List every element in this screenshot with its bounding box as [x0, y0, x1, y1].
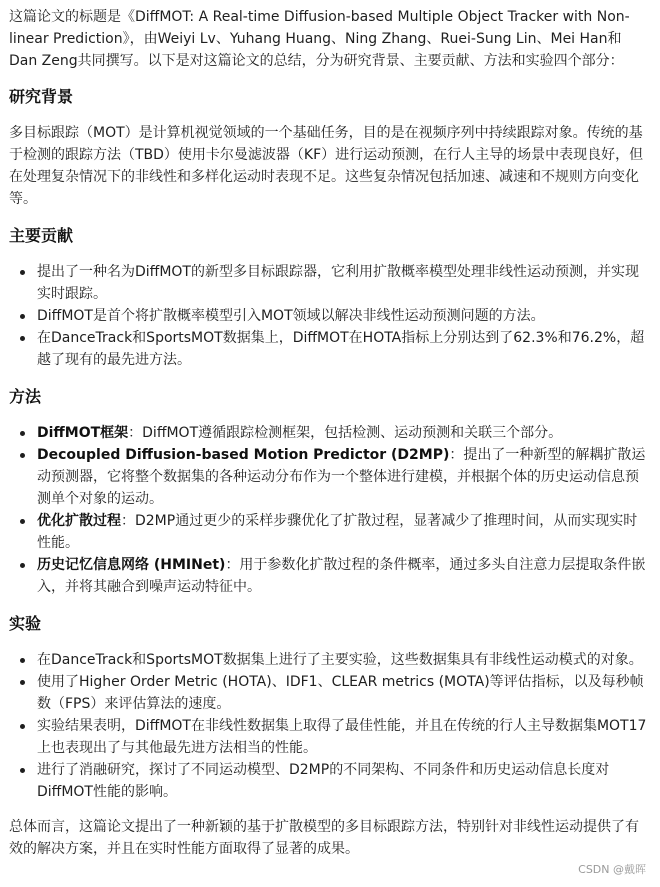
section-heading-contributions: 主要贡献 — [9, 226, 74, 245]
summary-document — [9, 6, 649, 860]
section-heading-experiments: 实验 — [9, 614, 42, 633]
contribution-item: 提出了一种名为DiffMOT的新型多目标跟踪器，它利用扩散概率模型处理非线性运动预测，并实现实时跟踪。 — [9, 261, 649, 305]
method-item — [9, 444, 649, 510]
contribution-item: 在DanceTrack和SportsMOT数据集上，DiffMOT在HOTA指标上分别达到了62.3%和76.2%，超越了现有的最先进方法。 — [9, 327, 649, 371]
method-item — [9, 554, 649, 598]
contribution-item: DiffMOT是首个将扩散概率模型引入MOT领域以解决非线性运动预测问题的方法。 — [9, 305, 649, 327]
contributions-list — [9, 261, 649, 371]
method-item-text: ：提出了一种新型的解耦扩散运动预测器，它将整个数据集的各种运动分布作为一个整体进行建模，并根据个体的历史运动信息预测单个对象的运动。 — [37, 447, 646, 507]
experiment-item: 在DanceTrack和SportsMOT数据集上进行了主要实验，这些数据集具有非线性运动模式的对象。 — [9, 649, 649, 671]
method-item-term: 历史记忆信息网络 (HMINet) — [37, 557, 226, 573]
experiment-item: 使用了Higher Order Metric (HOTA)、IDF1、CLEAR metrics (MOTA)等评估指标，以及每秒帧数（FPS）来评估算法的速度。 — [9, 671, 649, 715]
method-item-text: ：用于参数化扩散过程的条件概率，通过多头自注意力层提取条件嵌入，并将其融合到噪声运动特征中。 — [37, 557, 646, 595]
experiment-item: 进行了消融研究，探讨了不同运动模型、D2MP的不同架构、不同条件和历史运动信息长度对DiffMOT性能的影响。 — [9, 759, 649, 803]
method-item — [9, 422, 649, 444]
conclusion-paragraph: 总体而言，这篇论文提出了一种新颖的基于扩散模型的多目标跟踪方法，特别针对非线性运动提供了有效的解决方案，并且在实时性能方面取得了显著的成果。 — [9, 819, 639, 857]
method-item-term: DiffMOT框架 — [37, 425, 129, 441]
method-item-text: ：D2MP通过更少的采样步骤优化了扩散过程，显著减少了推理时间，从而实现实时性能。 — [37, 513, 638, 551]
method-list — [9, 422, 649, 598]
section-heading-method: 方法 — [9, 387, 42, 406]
method-item-term: 优化扩散过程 — [37, 513, 121, 529]
experiment-item: 实验结果表明，DiffMOT在非线性数据集上取得了最佳性能，并且在传统的行人主导数据集MOT17上也表现出了与其他最先进方法相当的性能。 — [9, 715, 649, 759]
method-item-term: Decoupled Diffusion-based Motion Predictor (D2MP) — [37, 447, 450, 463]
method-item — [9, 510, 649, 554]
method-item-text: ：DiffMOT遵循跟踪检测框架，包括检测、运动预测和关联三个部分。 — [128, 425, 563, 441]
watermark-text: CSDN @戴晖 — [578, 863, 646, 876]
intro-paragraph: 这篇论文的标题是《DiffMOT: A Real-time Diffusion-based Multiple Object Tracker with Non-linear Prediction》，由Weiyi Lv、Yuhang Huang、Ning Zhang、Ruei-Sung Lin、Mei Han和Dan Zeng共同撰写。以下是对这篇论文的总结，分为研究背景、主要贡献、方法和实验四个部分： — [9, 9, 630, 69]
section-heading-background: 研究背景 — [9, 87, 74, 106]
background-paragraph: 多目标跟踪（MOT）是计算机视觉领域的一个基础任务，目的是在视频序列中持续跟踪对象。传统的基于检测的跟踪方法（TBD）使用卡尔曼滤波器（KF）进行运动预测，在行人主导的场景中表现良好，但在处理复杂情况下的非线性和多样化运动时表现不足。这些复杂情况包括加速、减速和不规则方向变化等。 — [9, 125, 644, 207]
experiments-list — [9, 649, 649, 803]
